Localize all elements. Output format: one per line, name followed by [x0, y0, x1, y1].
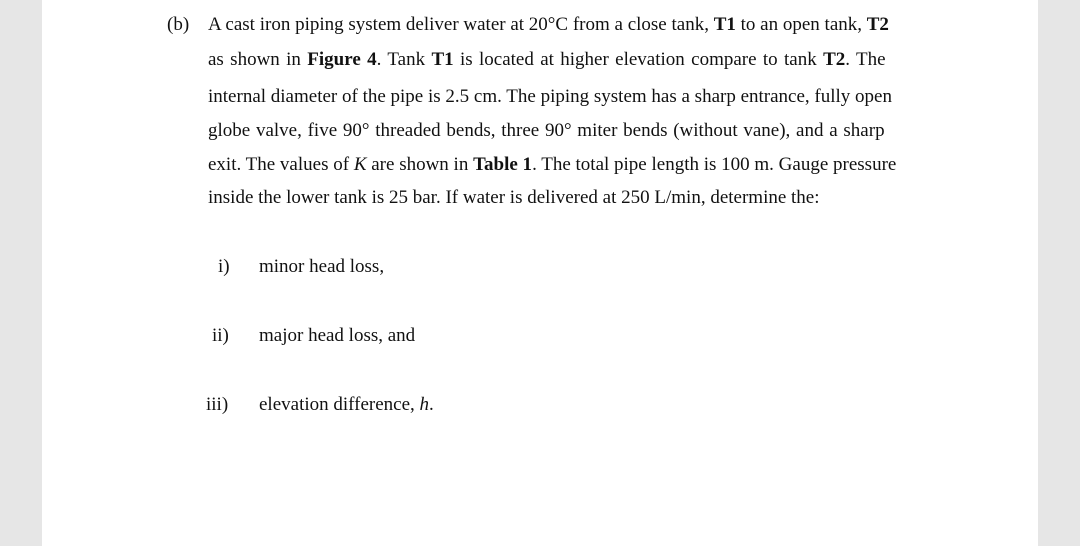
item-text-elevation-difference	[259, 395, 434, 414]
line1-text-a: A cast iron piping system deliver water at 20°C from a close tank,	[208, 14, 714, 35]
question-label: (b)	[167, 14, 190, 35]
document-page	[42, 0, 1038, 546]
tank-t2-ref: T2	[866, 14, 889, 35]
line2-text-e: is located at higher elevation compare to tank	[453, 49, 824, 70]
line2-text-c: . Tank	[376, 49, 432, 70]
tank-t1-ref-2: T1	[431, 49, 454, 70]
paragraph-line-3: internal diameter of the pipe is 2.5 cm. The piping system has a sharp entrance, fully open	[208, 86, 892, 107]
item-numeral-iii: iii)	[206, 394, 229, 415]
line2-text-g: . The	[845, 49, 886, 70]
line1-text-c: to an open tank,	[735, 14, 867, 35]
paragraph-line-6: inside the lower tank is 25 bar. If water is delivered at 250 L/min, determine the:	[208, 187, 820, 208]
paragraph-line-1	[208, 15, 889, 34]
item-numeral-i: i)	[218, 256, 230, 277]
line2-text-a: as shown in	[208, 49, 308, 70]
item-numeral-ii: ii)	[212, 325, 229, 346]
figure-4-ref: Figure 4	[307, 49, 377, 70]
paragraph-line-4: globe valve, five 90° threaded bends, three 90° miter bends (without vane), and a sharp	[208, 120, 885, 141]
tank-t2-ref-2: T2	[823, 49, 846, 70]
item-text-major-head-loss: major head loss, and	[259, 325, 416, 346]
item-3-text: elevation difference,	[259, 394, 420, 415]
paragraph-line-5	[208, 155, 896, 174]
h-variable: h	[419, 394, 430, 415]
table-1-ref: Table 1	[473, 154, 533, 175]
line5-text-c: are shown in	[366, 154, 474, 175]
paragraph-line-2	[208, 50, 886, 69]
tank-t1-ref: T1	[713, 14, 736, 35]
item-3-end: .	[429, 394, 434, 415]
line5-text-a: exit. The values of	[208, 154, 354, 175]
item-text-minor-head-loss: minor head loss,	[259, 256, 385, 277]
k-variable: K	[353, 154, 367, 175]
line5-text-e: . The total pipe length is 100 m. Gauge pressure	[532, 154, 897, 175]
